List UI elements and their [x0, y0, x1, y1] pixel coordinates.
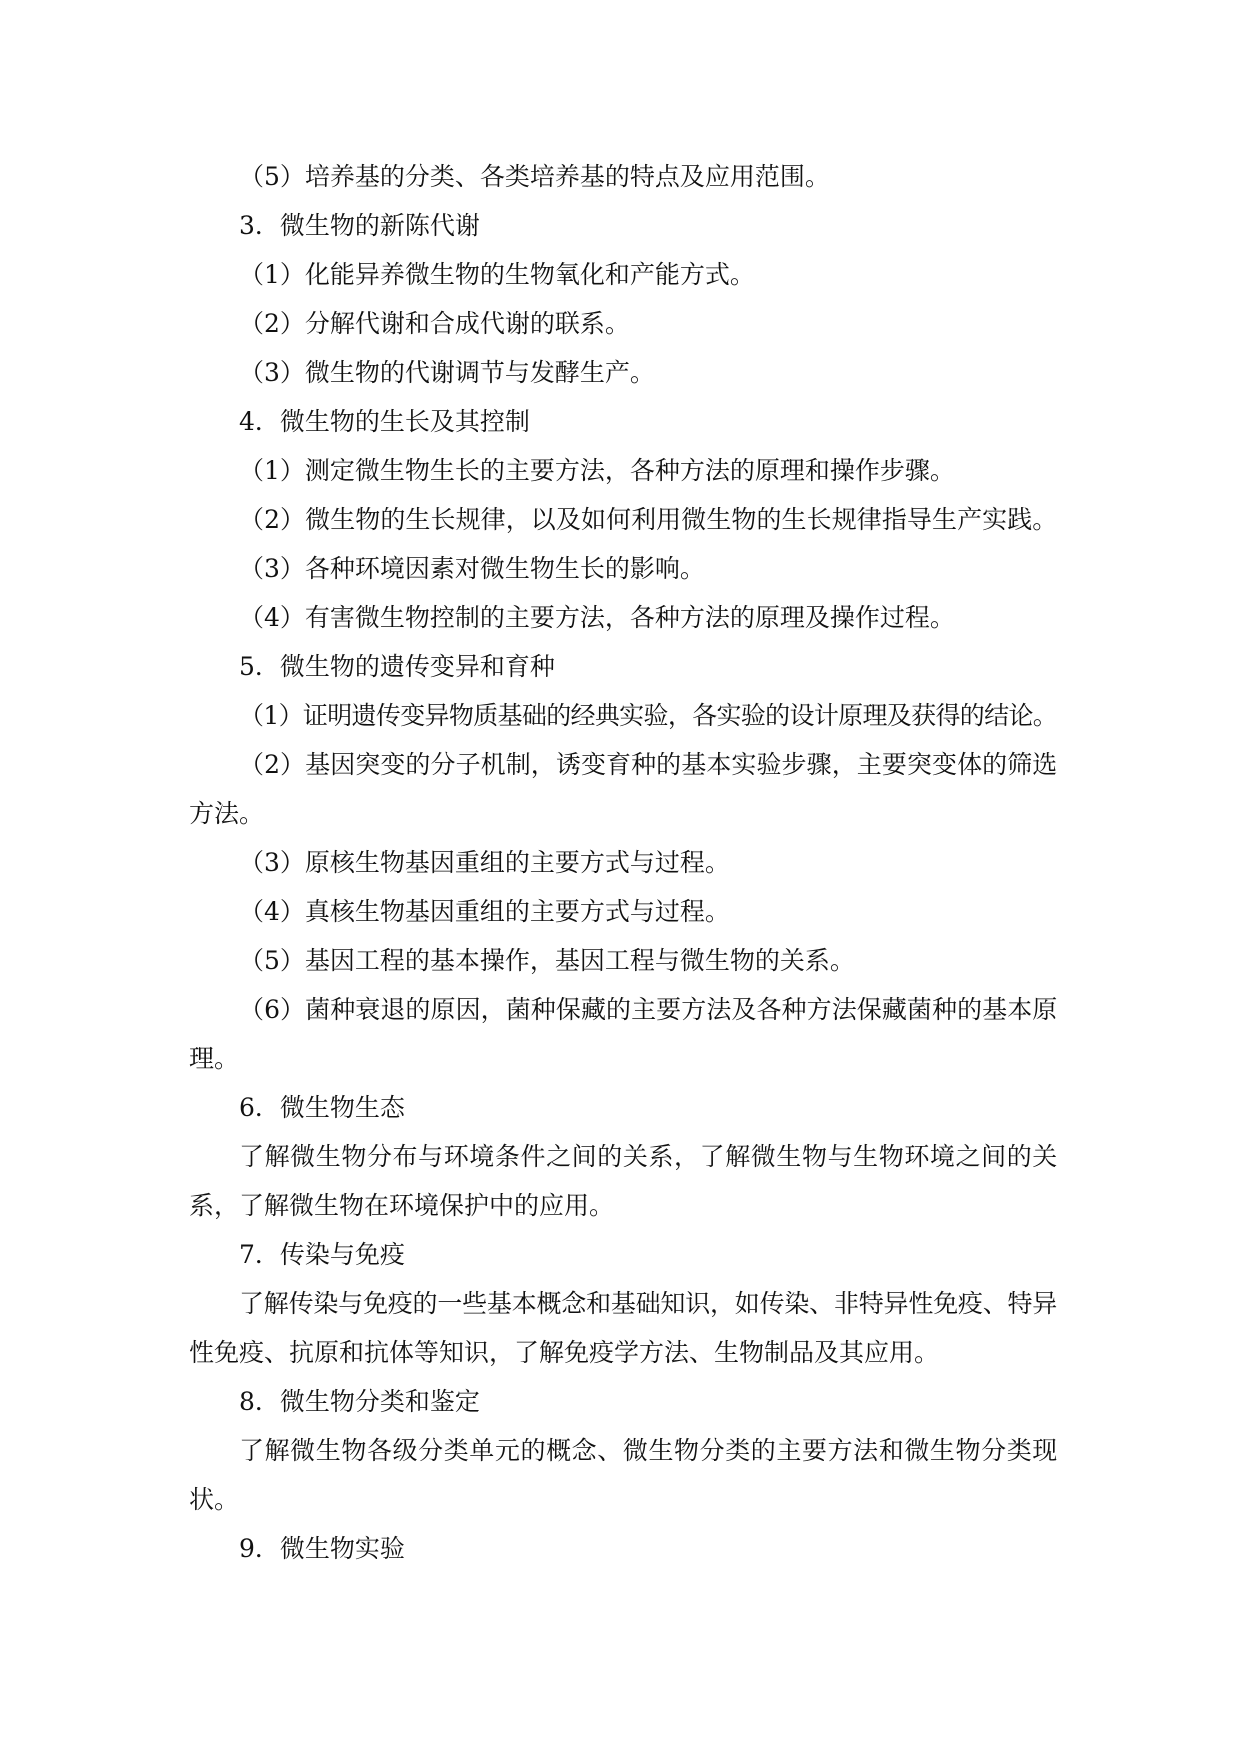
section-heading: 7．传染与免疫 — [239, 1240, 405, 1269]
list-item: （3）各种环境因素对微生物生长的影响。 — [239, 554, 705, 583]
paragraph-line: 了解传染与免疫的一些基本概念和基础知识，如传染、非特异性免疫、特异 — [239, 1289, 1057, 1318]
section — [189, 1230, 1057, 1377]
section-heading: 6．微生物生态 — [239, 1093, 405, 1122]
section — [189, 1524, 1057, 1573]
paragraph-line: 状。 — [189, 1485, 240, 1514]
paragraph-line: 了解微生物分布与环境条件之间的关系，了解微生物与生物环境之间的关 — [239, 1142, 1057, 1171]
list-item: （1）测定微生物生长的主要方法，各种方法的原理和操作步骤。 — [239, 456, 955, 485]
paragraph-line: 了解微生物各级分类单元的概念、微生物分类的主要方法和微生物分类现 — [239, 1436, 1057, 1465]
paragraph-line: 系，了解微生物在环境保护中的应用。 — [189, 1191, 615, 1220]
section-heading: 4．微生物的生长及其控制 — [239, 407, 530, 436]
list-item: （2）基因突变的分子机制，诱变育种的基本实验步骤，主要突变体的筛选 — [239, 750, 1057, 779]
section-heading: 3．微生物的新陈代谢 — [239, 211, 480, 240]
list-item: （1）证明遗传变异物质基础的经典实验，各实验的设计原理及获得的结论。 — [239, 701, 1057, 730]
list-item-continuation: 方法。 — [189, 799, 265, 828]
document-body — [189, 152, 1057, 1573]
list-item: （4）有害微生物控制的主要方法，各种方法的原理及操作过程。 — [239, 603, 955, 632]
list-item: （5）基因工程的基本操作，基因工程与微生物的关系。 — [239, 946, 855, 975]
section — [189, 152, 1057, 201]
list-item-continuation: 理。 — [189, 1044, 240, 1073]
list-item: （2）分解代谢和合成代谢的联系。 — [239, 309, 630, 338]
paragraph-line: 性免疫、抗原和抗体等知识，了解免疫学方法、生物制品及其应用。 — [189, 1338, 940, 1367]
section-heading: 5．微生物的遗传变异和育种 — [239, 652, 555, 681]
list-item: （3）原核生物基因重组的主要方式与过程。 — [239, 848, 730, 877]
section-heading: 8．微生物分类和鉴定 — [239, 1387, 480, 1416]
section — [189, 201, 1057, 397]
section — [189, 397, 1057, 642]
list-item: （6）菌种衰退的原因，菌种保藏的主要方法及各种方法保藏菌种的基本原 — [239, 995, 1057, 1024]
list-item: （4）真核生物基因重组的主要方式与过程。 — [239, 897, 730, 926]
list-item: （3）微生物的代谢调节与发酵生产。 — [239, 358, 655, 387]
section — [189, 1083, 1057, 1230]
section — [189, 1377, 1057, 1524]
section — [189, 642, 1057, 1083]
list-item: （1）化能异养微生物的生物氧化和产能方式。 — [239, 260, 755, 289]
list-item: （5）培养基的分类、各类培养基的特点及应用范围。 — [239, 162, 830, 191]
section-heading: 9．微生物实验 — [239, 1534, 405, 1563]
list-item: （2）微生物的生长规律，以及如何利用微生物的生长规律指导生产实践。 — [239, 505, 1057, 534]
